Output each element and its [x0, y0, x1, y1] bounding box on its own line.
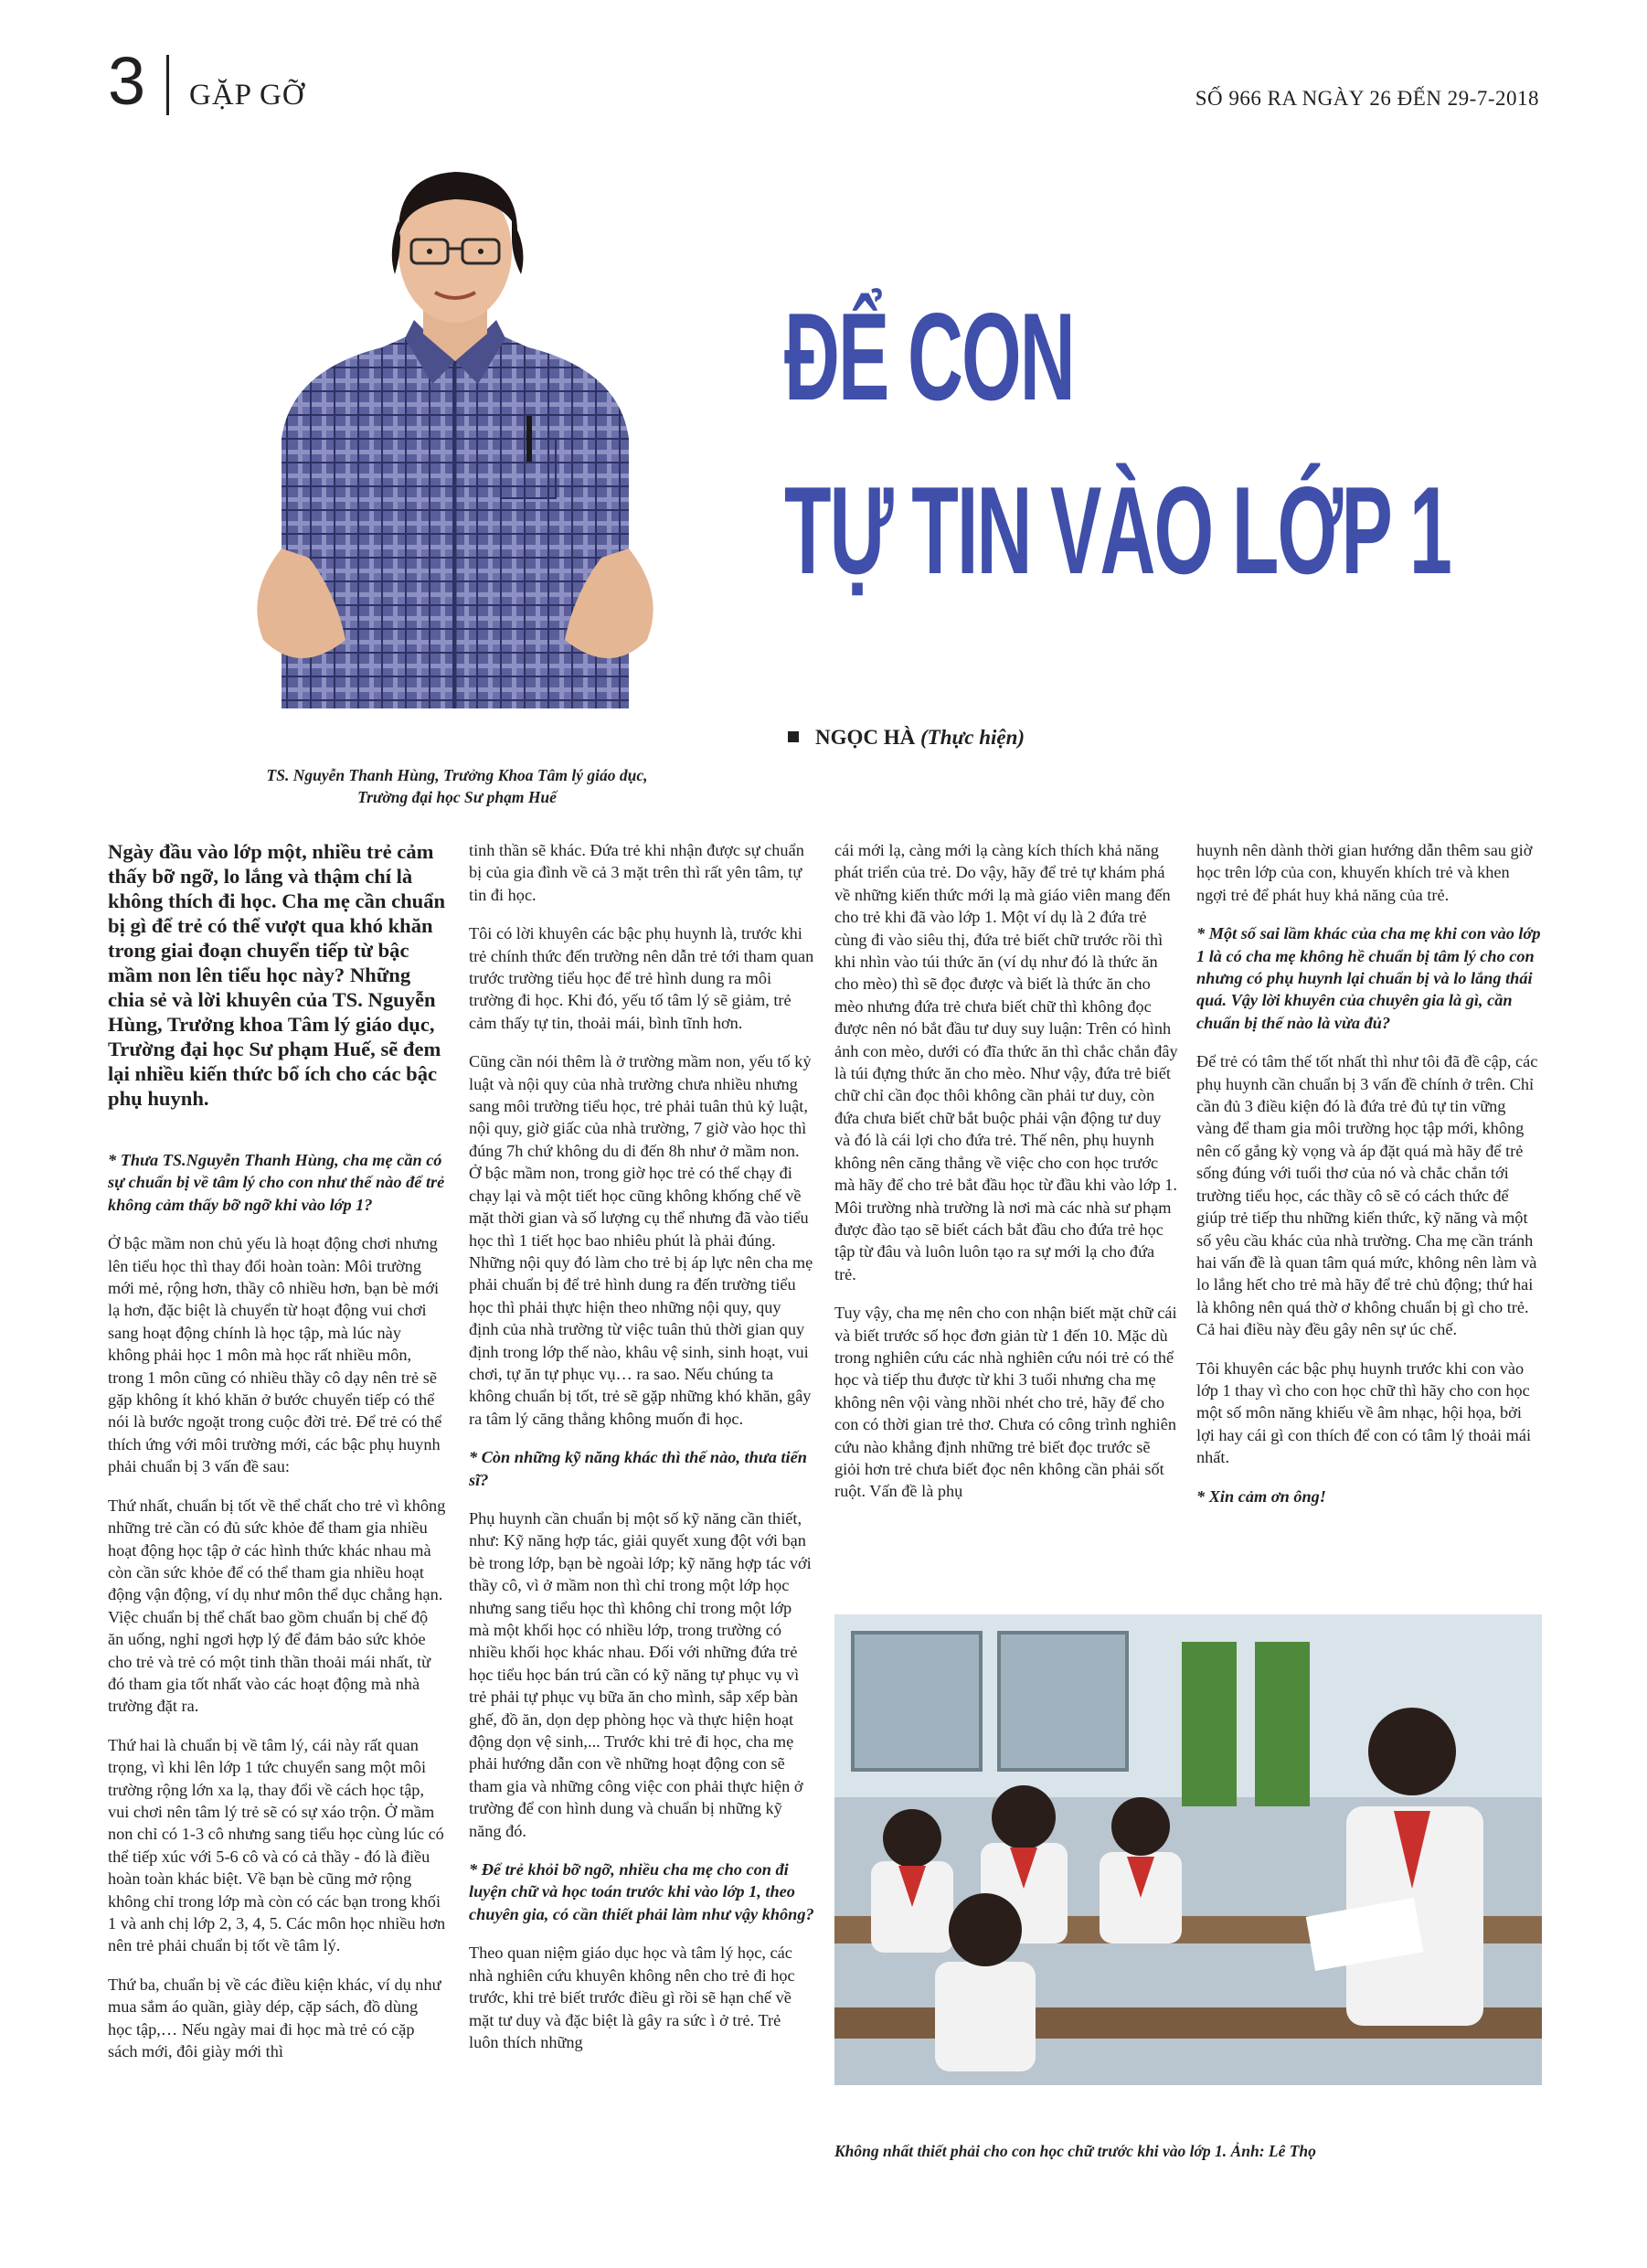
byline-square-icon [788, 731, 799, 742]
classroom-photo-caption: Không nhất thiết phải cho con học chữ trước khi vào lớp 1. Ảnh: Lê Thọ [834, 2142, 1316, 2160]
column-3 [834, 839, 1180, 1519]
byline-name: NGỌC HÀ [815, 726, 916, 749]
issue-info: SỐ 966 RA NGÀY 26 ĐẾN 29-7-2018 [1195, 87, 1539, 110]
title-line-1: ĐỂ CON [784, 287, 1074, 426]
byline [788, 726, 1025, 750]
header-divider [166, 55, 169, 115]
paragraph: Tôi khuyên các bậc phụ huynh trước khi con vào lớp 1 thay vì cho con học chữ thì hãy cho con học một số môn năng khiếu về âm nhạc, hội họa, bởi lợi hay cái gì con thích để con có tâm lý thoải mái nhất. [1196, 1358, 1532, 1467]
paragraph: Thứ hai là chuẩn bị về tâm lý, cái này rất quan trọng, vì khi lên lớp 1 tức chuyển sang một môi trường rộng lớn xa lạ, thay đổi về cách học tập, vui chơi nên tâm lý trẻ sẽ có sự xáo trộn. Ở mầm non chỉ có 1-3 cô nhưng sang tiểu học cùng lúc có thể tiếp xúc với 5-6 cô và có cả thầy - đó là điều hoàn toàn khác biệt. Về bạn bè cũng mở rộng không chỉ trong lớp mà còn có các bạn trong khối 1 và anh chị lớp 2, 3, 4, 5. Các môn học nhiều hơn nên trẻ phải chuẩn bị tốt về tâm lý. [108, 1735, 446, 1955]
portrait-caption-line1: TS. Nguyễn Thanh Hùng, Trưởng Khoa Tâm lý giáo dục, [266, 766, 648, 784]
page-number: 3 [108, 43, 146, 119]
question: * Thưa TS.Nguyễn Thanh Hùng, cha mẹ cần có sự chuẩn bị về tâm lý cho con như thế nào để trẻ không cảm thấy bỡ ngỡ khi vào lớp 1? [108, 1151, 445, 1214]
paragraph: Cũng cần nói thêm là ở trường mầm non, yếu tố kỷ luật và nội quy của nhà trường chưa nhiều nhưng sang môi trường tiểu học, trẻ phải tuân thủ kỷ luật, nội quy, giờ giấc của nhà trường, 7 giờ vào học thì đúng 7h chứ không du di đến 8h như ở mầm non. Ở bậc mầm non, trong giờ học trẻ có thể chạy đi chạy lại và một tiết học cũng không khống chế về mặt thời gian và số lượng cụ thể nhưng đã vào tiểu học thì 1 tiết học bao nhiêu phút là phải đúng. Những nội quy đó làm cho trẻ bị áp lực nên cha mẹ phải chuẩn bị để trẻ hình dung ra đến trường tiểu học thì phải thực hiện theo những nội quy, quy định của nhà trường từ việc tuân thủ thời gian quy định trong lớp thế nào, khâu vệ sinh, sinh hoạt, vui chơi, tự ăn tự phục vụ… ra sao. Nếu chúng ta không chuẩn bị tốt, trẻ sẽ gặp những khó khăn, gây ra tâm lý căng thẳng không muốn đi học. [469, 1052, 813, 1428]
portrait-photo [227, 165, 684, 708]
question: * Để trẻ khỏi bỡ ngỡ, nhiều cha mẹ cho con đi luyện chữ và học toán trước khi vào lớp 1, theo chuyên gia, có cần thiết phải làm như vậy không? [469, 1860, 814, 1923]
column-4 [1196, 839, 1542, 1524]
column-2 [469, 839, 814, 2070]
closing-line: * Xin cảm ơn ông! [1196, 1486, 1326, 1506]
paragraph: Tôi có lời khuyên các bậc phụ huynh là, trước khi trẻ chính thức đến trường nên dẫn trẻ tới tham quan trước trường tiểu học để trẻ hình dung ra môi trường đi học. Khi đó, yếu tố tâm lý sẽ giảm, trẻ cảm thấy tự tin, thoải mái, bình tĩnh hơn. [469, 924, 814, 1032]
paragraph: Tuy vậy, cha mẹ nên cho con nhận biết mặt chữ cái và biết trước số học đơn giản từ 1 đến 10. Mặc dù trong nghiên cứu các nhà nghiên cứu nói trẻ có thể học và tiếp thu được từ khi 3 tuổi nhưng cha mẹ không nên vội vàng nhồi nhét cho trẻ, hãy để cho con có thời gian trẻ thơ. Chưa có công trình nghiên cứu nào khẳng định những trẻ biết đọc trước sẽ giỏi hơn trẻ chưa biết đọc nên không cần phải sốt ruột. Vấn đề là phụ [834, 1304, 1177, 1501]
paragraph: Phụ huynh cần chuẩn bị một số kỹ năng cần thiết, như: Kỹ năng hợp tác, giải quyết xung đột với bạn bè trong lớp, bạn bè ngoài lớp; kỹ năng hợp tác với thầy cô, vì ở mầm non thì chỉ trong một lớp học nhưng sang tiểu học thì không chỉ trong một lớp mà một khối học có nhiều lớp, trong trường có nhiều khối học khác nhau. Đối với những đứa trẻ học tiểu học bán trú cần có kỹ năng tự phục vụ vì trẻ phải tự phục vụ bữa ăn cho mình, sắp xếp bàn ghế, đồ ăn, dọn dẹp phòng học và thực hiện hoạt động dọn vệ sinh,... Trước khi trẻ đi học, cha mẹ phải hướng dẫn con về những hoạt động con sẽ tham gia và những công việc con phải thực hiện ở trường để con hình dung và chuẩn bị những kỹ năng đó. [469, 1508, 812, 1840]
title-line-2: TỰ TIN VÀO LỚP 1 [784, 461, 1451, 600]
byline-role: (Thực hiện) [920, 726, 1025, 749]
paragraph: Thứ ba, chuẩn bị về các điều kiện khác, ví dụ như mua sắm áo quần, giày dép, cặp sách, đồ dùng học tập,… Nếu ngày mai đi học mà trẻ có cặp sách mới, đôi giày mới thì [108, 1975, 441, 2061]
paragraph: cái mới lạ, càng mới lạ càng kích thích khả năng phát triển của trẻ. Do vậy, hãy để trẻ tự khám phá về những kiến thức mới lạ mà giáo viên mang đến cho trẻ khi đã vào lớp 1. Một ví dụ là 2 đứa trẻ cùng đi vào siêu thị, đứa trẻ biết chữ trước rồi thì khi nhìn vào túi thức ăn (ví dụ như đó là thức ăn cho mèo) thì sẽ đọc được và biết là thức ăn cho mèo nhưng đứa trẻ chưa biết chữ thì không đọc được nên nó bắt đầu tư duy suy luận: Trên có hình ảnh con mèo, dưới có đĩa thức ăn thì chắc chắn đây là túi đựng thức ăn cho mèo. Như vậy, đứa trẻ biết chữ chỉ cần đọc thôi không cần phải tư duy, còn đứa chưa biết chữ bắt buộc phải vận động tư duy và đó là cái lợi cho đứa trẻ. Thế nên, phụ huynh không nên căng thẳng về việc cho con học trước mà hãy để cho trẻ bắt đầu học từ đầu khi vào lớp 1. Môi trường nhà trường là nơi mà các nhà sư phạm được đào tạo sẽ biết cách bắt đầu cho đứa trẻ học tập từ đâu và luôn luôn tạo ra sự mới lạ cho đứa trẻ. [834, 841, 1178, 1283]
lead-paragraph: Ngày đầu vào lớp một, nhiều trẻ cảm thấy bỡ ngỡ, lo lắng và thậm chí là không thích đi học. Cha mẹ cần chuẩn bị gì để trẻ có thể vượt qua khó khăn trong giai đoạn chuyển tiếp từ bậc mầm non lên tiểu học này? Những chia sẻ và lời khuyên của TS. Nguyễn Hùng, Trưởng khoa Tâm lý giáo dục, Trường đại học Sư phạm Huế, sẽ đem lại nhiều kiến thức bổ ích cho các bậc phụ huynh. [108, 840, 446, 1110]
article-title [784, 270, 1451, 617]
column-1 [108, 839, 446, 2079]
portrait-caption [228, 764, 685, 808]
classroom-photo [834, 1614, 1542, 2085]
question: * Một số sai lầm khác của cha mẹ khi con vào lớp 1 là có cha mẹ không hề chuẩn bị tâm lý cho con nhưng có phụ huynh lại chuẩn bị và lo lắng thái quá. Vậy lời khuyên của chuyên gia là gì, cần chuẩn bị thế nào là vừa đủ? [1196, 924, 1541, 1032]
question: * Còn những kỹ năng khác thì thế nào, thưa tiến sĩ? [469, 1448, 807, 1489]
paragraph: Theo quan niệm giáo dục học và tâm lý học, các nhà nghiên cứu khuyên không nên cho trẻ đi học trước, khi trẻ biết trước điều gì rồi sẽ hạn chế về mặt tư duy và đặc biệt là gây ra sức ì ở trẻ. Trẻ luôn thích những [469, 1943, 795, 2051]
section-name: GẶP GỠ [189, 79, 305, 112]
paragraph: huynh nên dành thời gian hướng dẫn thêm sau giờ học trên lớp của con, khuyến khích trẻ và khen ngợi trẻ để phát huy khả năng của trẻ. [1196, 841, 1533, 904]
paragraph: Ở bậc mầm non chủ yếu là hoạt động chơi nhưng lên tiểu học thì thay đổi hoàn toàn: Môi trường mới mẻ, rộng hơn, thầy cô nhiều hơn, bạn bè mới lạ hơn, đặc biệt là chuyển từ hoạt động vui chơi sang hoạt động chính là học tập, mà lúc này không phải học 1 môn mà học rất nhiều môn, trong 1 môn cũng có nhiều thầy cô dạy nên trẻ sẽ gặp không ít khó khăn ở bước chuyển tiếp có thể nói là bước ngoặt trong cuộc đời trẻ. Để trẻ có thể thích ứng với môi trường mới, các bậc phụ huynh phải chuẩn bị 3 vấn đề sau: [108, 1234, 442, 1476]
portrait-caption-line2: Trường đại học Sư phạm Huế [357, 788, 557, 806]
paragraph: tinh thần sẽ khác. Đứa trẻ khi nhận được sự chuẩn bị của gia đình về cả 3 mặt trên thì rất yên tâm, tự tin đi học. [469, 841, 804, 904]
paragraph: Thứ nhất, chuẩn bị tốt về thể chất cho trẻ vì không những trẻ cần có đủ sức khỏe để tham gia nhiều hoạt động học tập ở các hình thức khác nhau mà còn cần sức khỏe để có thể tham gia nhiều hoạt động vận động, ví dụ như môn thể dục chẳng hạn. Việc chuẩn bị thể chất bao gồm chuẩn bị chế độ ăn uống, nghỉ ngơi hợp lý để đảm bảo sức khỏe cho trẻ và trẻ có một tinh thần thoải mái nhất, từ đó tham gia tốt nhất vào các hoạt động mà nhà trường đặt ra. [108, 1496, 446, 1716]
paragraph: Để trẻ có tâm thế tốt nhất thì như tôi đã đề cập, các phụ huynh cần chuẩn bị 3 vấn đề chính ở trên. Chỉ cần đủ 3 điều kiện đó là đứa trẻ đủ tự tin vững vàng để tham gia môi trường học tập mới, không nên cố gắng kỳ vọng và áp đặt quá mà hãy để trẻ sống đúng với tuổi thơ của nó và chắc chắn tới trường tiểu học, các thầy cô sẽ có cách thức để giúp trẻ tiếp thu những kiến thức, kỹ năng và một số yêu cầu khác của nhà trường. Cha mẹ cần tránh hai vấn đề là quan tâm quá mức, không nên làm và lo lắng hết cho trẻ mà hãy để trẻ chủ động; thứ hai là không nên quá thờ ơ không chuẩn bị gì cho trẻ. Cả hai điều này đều gây nên sự úc chế. [1196, 1052, 1538, 1339]
